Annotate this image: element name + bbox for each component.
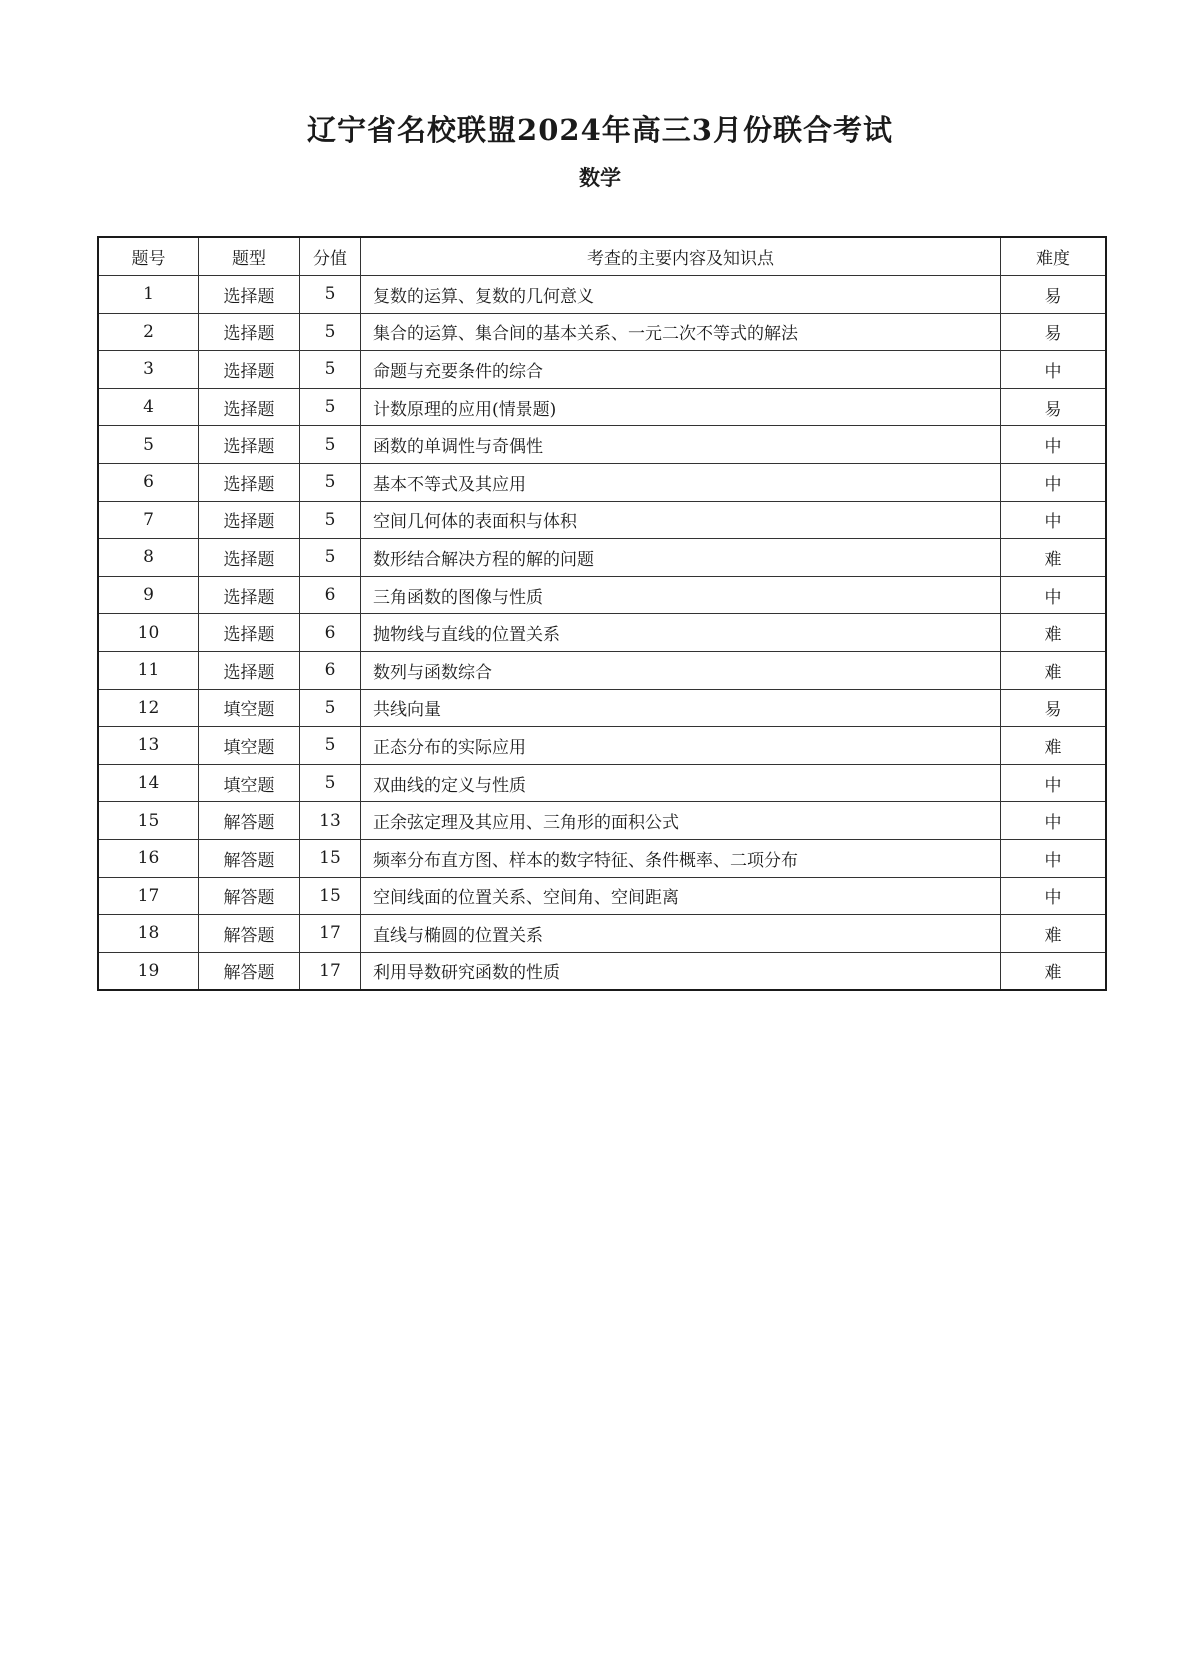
- table-row: [98, 727, 1106, 765]
- table-row: [98, 651, 1106, 689]
- page-title: 辽宁省名校联盟2024年高三3月份联合考试: [307, 113, 893, 147]
- cell-score: 5: [300, 463, 361, 501]
- cell-difficulty: 难: [1001, 727, 1107, 765]
- cell-score: 5: [300, 764, 361, 802]
- table-row: [98, 614, 1106, 652]
- column-header-type: 题型: [199, 237, 300, 276]
- cell-content: 基本不等式及其应用: [361, 463, 1001, 501]
- cell-difficulty: 中: [1001, 463, 1107, 501]
- table-row: [98, 952, 1106, 990]
- cell-number: 15: [98, 802, 199, 840]
- cell-type: 选择题: [199, 276, 300, 314]
- cell-content: 数形结合解决方程的解的问题: [361, 539, 1001, 577]
- cell-difficulty: 中: [1001, 877, 1107, 915]
- cell-difficulty: 中: [1001, 802, 1107, 840]
- cell-difficulty: 中: [1001, 576, 1107, 614]
- cell-difficulty: 难: [1001, 915, 1107, 953]
- cell-content: 计数原理的应用(情景题): [361, 388, 1001, 426]
- cell-type: 选择题: [199, 614, 300, 652]
- cell-content: 利用导数研究函数的性质: [361, 952, 1001, 990]
- cell-number: 19: [98, 952, 199, 990]
- table-row: [98, 539, 1106, 577]
- cell-content: 直线与椭圆的位置关系: [361, 915, 1001, 953]
- cell-number: 14: [98, 764, 199, 802]
- table-row: [98, 802, 1106, 840]
- cell-score: 6: [300, 614, 361, 652]
- cell-content: 空间几何体的表面积与体积: [361, 501, 1001, 539]
- cell-score: 5: [300, 313, 361, 351]
- table-row: [98, 501, 1106, 539]
- cell-score: 15: [300, 877, 361, 915]
- cell-type: 选择题: [199, 351, 300, 389]
- table-row: [98, 276, 1106, 314]
- cell-content: 复数的运算、复数的几何意义: [361, 276, 1001, 314]
- cell-number: 6: [98, 463, 199, 501]
- table-row: [98, 388, 1106, 426]
- cell-type: 解答题: [199, 839, 300, 877]
- cell-type: 选择题: [199, 313, 300, 351]
- cell-number: 11: [98, 651, 199, 689]
- cell-number: 12: [98, 689, 199, 727]
- column-header-difficulty: 难度: [1001, 237, 1107, 276]
- column-header-number: 题号: [98, 237, 199, 276]
- cell-number: 18: [98, 915, 199, 953]
- cell-content: 正余弦定理及其应用、三角形的面积公式: [361, 802, 1001, 840]
- cell-content: 数列与函数综合: [361, 651, 1001, 689]
- cell-score: 5: [300, 276, 361, 314]
- cell-content: 双曲线的定义与性质: [361, 764, 1001, 802]
- cell-type: 解答题: [199, 877, 300, 915]
- cell-content: 抛物线与直线的位置关系: [361, 614, 1001, 652]
- table-row: [98, 839, 1106, 877]
- cell-score: 13: [300, 802, 361, 840]
- cell-type: 选择题: [199, 463, 300, 501]
- cell-content: 空间线面的位置关系、空间角、空间距离: [361, 877, 1001, 915]
- page-subtitle: 数学: [579, 166, 621, 190]
- table-row: [98, 426, 1106, 464]
- table-header: [98, 237, 1106, 276]
- table-row: [98, 463, 1106, 501]
- cell-content: 频率分布直方图、样本的数字特征、条件概率、二项分布: [361, 839, 1001, 877]
- cell-difficulty: 中: [1001, 764, 1107, 802]
- cell-content: 函数的单调性与奇偶性: [361, 426, 1001, 464]
- table-row: [98, 576, 1106, 614]
- cell-content: 三角函数的图像与性质: [361, 576, 1001, 614]
- cell-score: 5: [300, 351, 361, 389]
- cell-score: 5: [300, 501, 361, 539]
- cell-number: 3: [98, 351, 199, 389]
- table-row: [98, 915, 1106, 953]
- cell-difficulty: 难: [1001, 614, 1107, 652]
- cell-score: 5: [300, 539, 361, 577]
- cell-type: 选择题: [199, 388, 300, 426]
- cell-type: 填空题: [199, 689, 300, 727]
- cell-type: 选择题: [199, 651, 300, 689]
- table-row: [98, 689, 1106, 727]
- cell-number: 8: [98, 539, 199, 577]
- cell-content: 集合的运算、集合间的基本关系、一元二次不等式的解法: [361, 313, 1001, 351]
- cell-number: 5: [98, 426, 199, 464]
- cell-difficulty: 易: [1001, 276, 1107, 314]
- table-row: [98, 877, 1106, 915]
- cell-difficulty: 难: [1001, 651, 1107, 689]
- cell-content: 正态分布的实际应用: [361, 727, 1001, 765]
- cell-type: 选择题: [199, 576, 300, 614]
- cell-type: 选择题: [199, 539, 300, 577]
- cell-difficulty: 中: [1001, 351, 1107, 389]
- cell-score: 17: [300, 915, 361, 953]
- cell-score: 5: [300, 388, 361, 426]
- exam-spec-table: [97, 236, 1107, 991]
- table-body: [98, 276, 1106, 991]
- cell-score: 15: [300, 839, 361, 877]
- cell-difficulty: 难: [1001, 952, 1107, 990]
- cell-difficulty: 中: [1001, 839, 1107, 877]
- cell-score: 5: [300, 727, 361, 765]
- cell-number: 7: [98, 501, 199, 539]
- cell-number: 17: [98, 877, 199, 915]
- cell-content: 命题与充要条件的综合: [361, 351, 1001, 389]
- cell-number: 10: [98, 614, 199, 652]
- cell-difficulty: 易: [1001, 313, 1107, 351]
- header-row: [98, 237, 1106, 276]
- cell-score: 6: [300, 576, 361, 614]
- cell-type: 解答题: [199, 802, 300, 840]
- cell-type: 填空题: [199, 727, 300, 765]
- cell-difficulty: 难: [1001, 539, 1107, 577]
- cell-type: 解答题: [199, 915, 300, 953]
- cell-type: 解答题: [199, 952, 300, 990]
- cell-number: 9: [98, 576, 199, 614]
- cell-content: 共线向量: [361, 689, 1001, 727]
- table-row: [98, 764, 1106, 802]
- cell-difficulty: 中: [1001, 501, 1107, 539]
- cell-score: 17: [300, 952, 361, 990]
- cell-number: 1: [98, 276, 199, 314]
- cell-type: 选择题: [199, 426, 300, 464]
- cell-type: 选择题: [199, 501, 300, 539]
- cell-difficulty: 易: [1001, 388, 1107, 426]
- cell-score: 6: [300, 651, 361, 689]
- cell-number: 2: [98, 313, 199, 351]
- cell-number: 16: [98, 839, 199, 877]
- column-header-content: 考查的主要内容及知识点: [361, 237, 1001, 276]
- cell-difficulty: 易: [1001, 689, 1107, 727]
- cell-score: 5: [300, 426, 361, 464]
- cell-number: 4: [98, 388, 199, 426]
- column-header-score: 分值: [300, 237, 361, 276]
- table-row: [98, 351, 1106, 389]
- table-row: [98, 313, 1106, 351]
- cell-number: 13: [98, 727, 199, 765]
- cell-difficulty: 中: [1001, 426, 1107, 464]
- cell-score: 5: [300, 689, 361, 727]
- cell-type: 填空题: [199, 764, 300, 802]
